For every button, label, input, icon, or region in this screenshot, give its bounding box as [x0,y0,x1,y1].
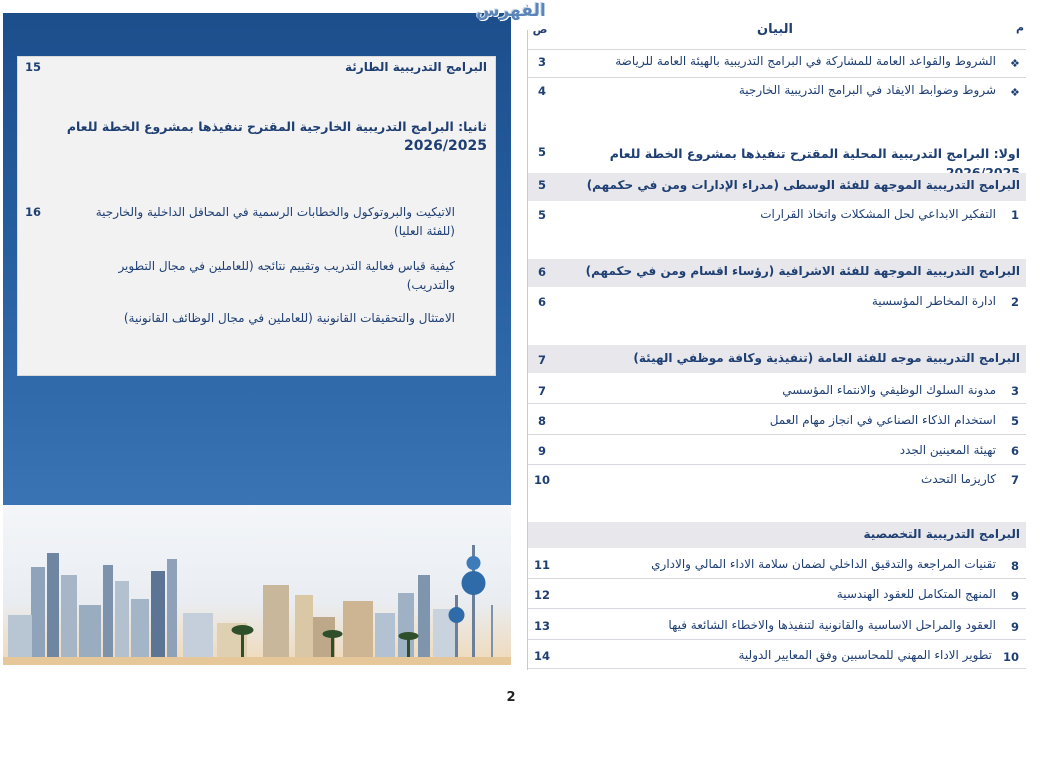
external-item-1-line1: الاتيكيت والبروتوكول والخطابات الرسمية في المحافل الداخلية والخارجية [95,205,455,219]
divider [528,668,1026,669]
middle-item-1-page: 5 [537,208,546,222]
item-number: 10 [1002,650,1019,664]
col-header-number: م [1015,21,1024,34]
specialized-item-2: المنهج المتكامل للعقود الهندسية [836,587,996,601]
general-group-heading: البرامج التدريبية موجه للفئة العامة (تنفيذية وكافة موظفي الهيئة) [633,351,1020,365]
specialized-item-4-page: 14 [533,649,550,663]
divider [528,77,1026,78]
divider [528,49,1026,50]
external-programs-year: 2026/2025 [403,138,487,154]
general-item-3-page: 9 [537,444,546,458]
general-item-3: تهيئة المعينين الجدد [899,443,996,457]
intro-item-1-page: 3 [537,55,546,69]
col-header-page: ص [532,23,548,36]
supervisory-item-1: ادارة المخاطر المؤسسية [871,294,996,308]
index-title: الفهرس [476,1,546,21]
divider [528,639,1026,640]
supervisory-item-1-page: 6 [537,295,546,309]
specialized-item-3: العقود والمراحل الاساسية والقانونية لتنفيذها والاخطاء الشائعة فيها [668,618,996,632]
specialized-item-4: تطوير الاداء المهني للمحاسبين وفق المعايير الدولية [738,648,992,662]
middle-group-heading: البرامج التدريبية الموجهة للفئة الوسطى (مدراء الإدارات ومن في حكمهم) [586,178,1020,192]
specialized-item-3-page: 13 [533,619,550,633]
item-number: 1 [1010,208,1019,222]
divider [528,578,1026,579]
general-item-2-page: 8 [537,414,546,428]
supervisory-group-page: 6 [537,265,546,279]
item-number: 7 [1010,473,1019,487]
specialized-item-2-page: 12 [533,588,550,602]
specialized-group-heading: البرامج التدريبية التخصصية [863,527,1020,541]
general-item-4: كاريزما التحدث [921,472,996,486]
item-number: 5 [1010,414,1019,428]
page-number: 2 [506,690,516,705]
emergency-programs-heading: البرامج التدريبية الطارئة [345,60,487,74]
bullet-icon: ❖ [1010,86,1020,99]
item-number: 9 [1010,589,1019,603]
divider [528,608,1026,609]
general-item-2: استخدام الذكاء الصناعي في انجاز مهام العمل [769,413,996,427]
external-programs-heading: ثانيا: البرامج التدريبية الخارجية المقترح تنفيذها بمشروع الخطة للعام [66,119,487,134]
divider [528,434,1026,435]
general-item-1-page: 7 [537,384,546,398]
bullet-icon: ❖ [1010,57,1020,70]
general-group-page: 7 [537,353,546,367]
city-skyline-image [3,505,511,665]
middle-item-1: التفكير الابداعي لحل المشكلات واتخاذ القرارات [760,207,996,221]
intro-item-2-page: 4 [537,84,546,98]
left-index-box [17,56,496,376]
item-number: 8 [1010,559,1019,573]
item-number: 2 [1010,295,1019,309]
intro-item-1: الشروط والقواعد العامة للمشاركة في البرامج التدريبية بالهيئة العامة للرياضة [615,54,996,68]
external-item-2-line1: كيفية قياس فعالية التدريب وتقييم نتائجه (للعاملين في مجال التطوير [118,259,455,273]
external-item-1-page: 16 [24,205,41,219]
general-item-1: مدونة السلوك الوظيفي والانتماء المؤسسي [782,383,996,397]
emergency-programs-page: 15 [24,60,41,74]
specialized-item-1-page: 11 [533,558,550,572]
external-item-1-line2: (للفئة العليا) [394,224,455,238]
general-item-4-page: 10 [533,473,550,487]
local-programs-page: 5 [537,145,546,159]
item-number: 9 [1010,620,1019,634]
divider [528,464,1026,465]
middle-group-page: 5 [537,178,546,192]
intro-item-2: شروط وضوابط الايفاد في البرامج التدريبية الخارجية [738,83,996,97]
item-number: 6 [1010,444,1019,458]
item-number: 3 [1010,384,1019,398]
supervisory-group-heading: البرامج التدريبية الموجهة للفئة الاشرافية (رؤساء اقسام ومن في حكمهم) [585,264,1020,278]
local-programs-heading: اولا: البرامج التدريبية المحلية المقترح تنفيذها بمشروع الخطة للعام [609,146,1020,161]
external-item-2-line2: والتدريب) [406,278,455,292]
divider [528,403,1026,404]
external-item-3-line1: الامتثال والتحقيقات القانونية (للعاملين في مجال الوظائف القانونية) [123,311,455,325]
col-header-statement: البيان [757,22,793,37]
specialized-item-1: تقنيات المراجعة والتدقيق الداخلي لضمان سلامة الاداء المالي والاداري [651,557,996,571]
